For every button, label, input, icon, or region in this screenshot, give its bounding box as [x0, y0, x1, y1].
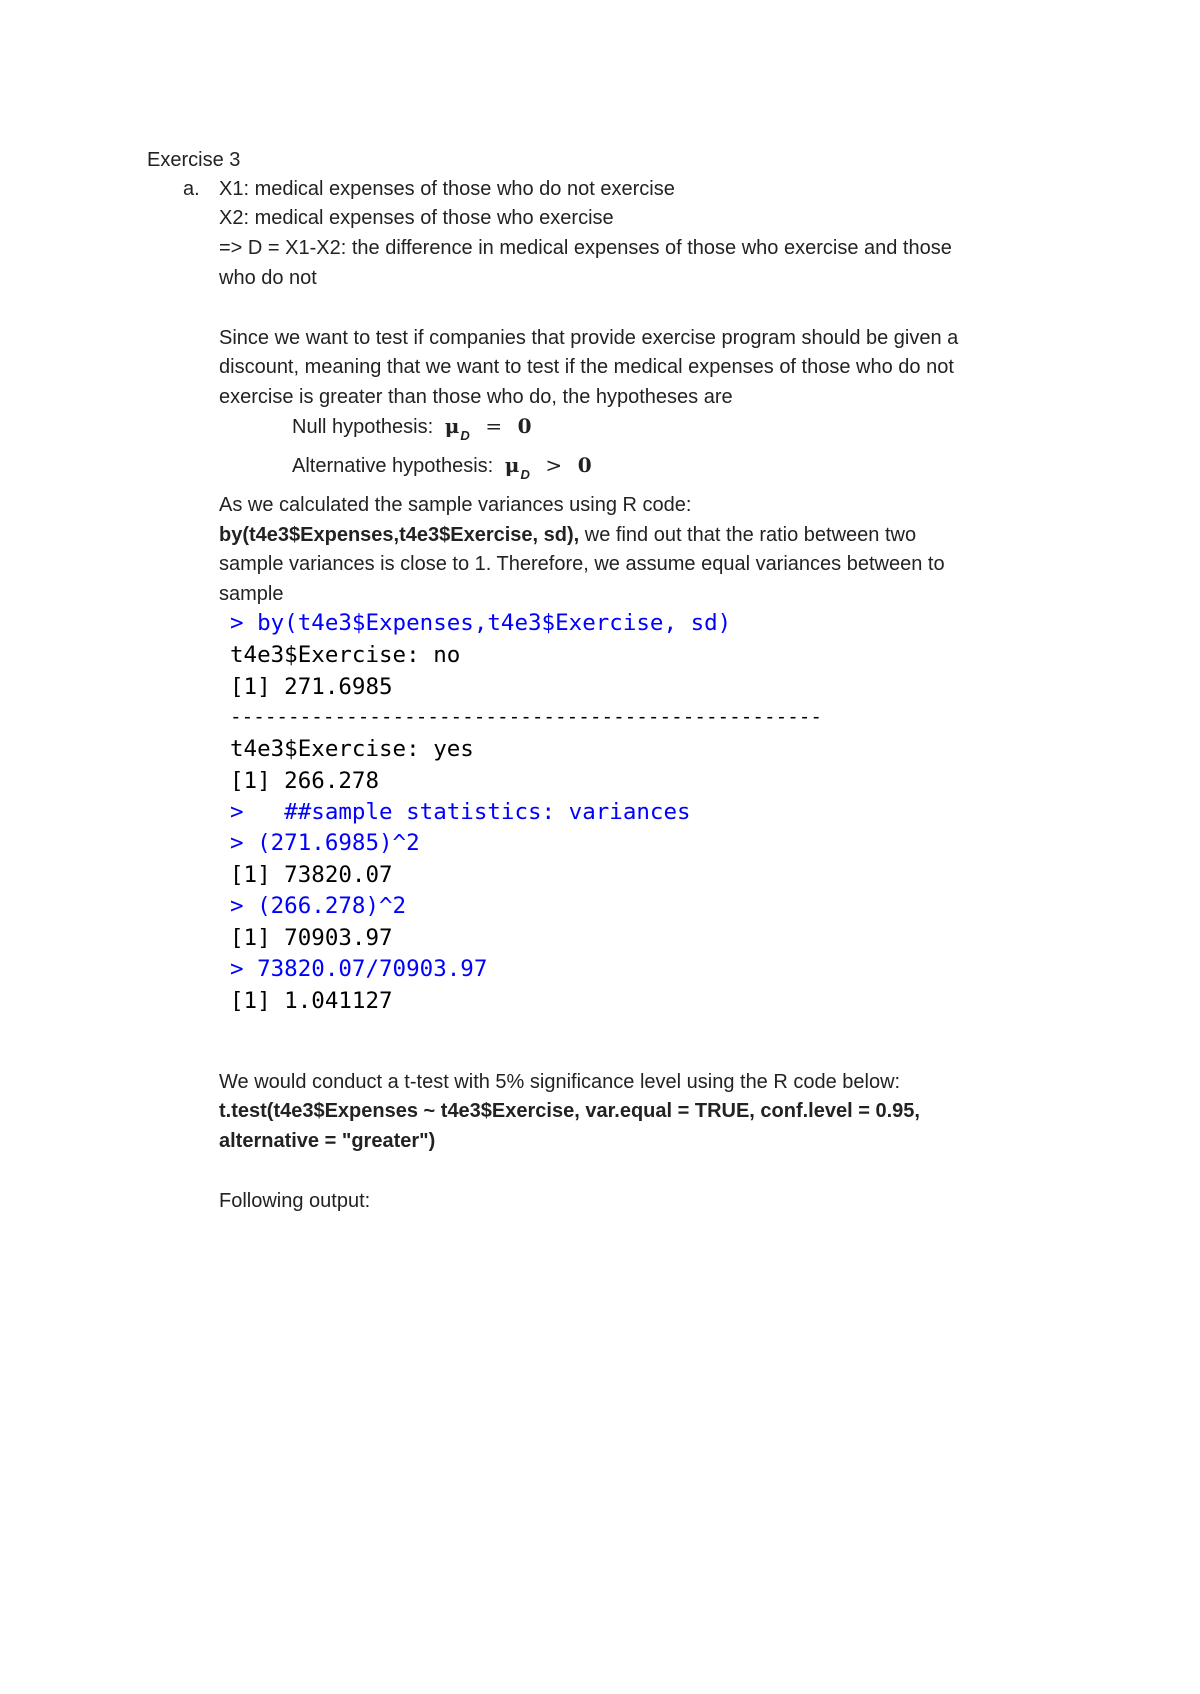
ratio-line-1-text: we find out that the ratio between two [579, 524, 917, 546]
since-line-1: Since we want to test if companies that provide exercise program should be given a [219, 327, 959, 349]
mu-symbol: μ [504, 453, 520, 477]
console-line: t4e3$Exercise: no [230, 642, 461, 668]
console-line: [1] 266.278 [230, 768, 380, 794]
as-we-calculated: As we calculated the sample variances using R code: [219, 494, 692, 516]
console-line: > ##sample statistics: variances [230, 799, 691, 825]
ttest-code-line-2: alternative = "greater") [219, 1130, 436, 1152]
console-line: > by(t4e3$Expenses,t4e3$Exercise, sd) [230, 610, 732, 636]
zero-value: 0 [517, 414, 532, 438]
alternative-hypothesis-label: Alternative hypothesis: [292, 455, 494, 477]
mu-symbol: μ [444, 414, 460, 438]
console-separator: --------------------------------------------------- [230, 705, 823, 728]
console-line: [1] 73820.07 [230, 862, 393, 888]
d-definition-line-2: who do not [219, 267, 317, 289]
null-hypothesis [292, 414, 532, 441]
alternative-hypothesis [292, 453, 592, 480]
inline-r-code: by(t4e3$Expenses,t4e3$Exercise, sd), [219, 524, 580, 546]
d-definition-line-1: => D = X1-X2: the difference in medical expenses of those who exercise and those [219, 237, 952, 259]
console-line: [1] 1.041127 [230, 988, 393, 1014]
console-line: > (271.6985)^2 [230, 830, 420, 856]
ttest-code-line-1: t.test(t4e3$Expenses ~ t4e3$Exercise, var.equal = TRUE, conf.level = 0.95, [219, 1100, 920, 1122]
null-hypothesis-label: Null hypothesis: [292, 416, 434, 438]
ttest-intro: We would conduct a t-test with 5% significance level using the R code below: [219, 1071, 901, 1093]
r-console-output [222, 608, 823, 1020]
x1-definition: X1: medical expenses of those who do not exercise [219, 178, 675, 200]
exercise-heading: Exercise 3 [147, 149, 241, 171]
console-line: [1] 70903.97 [230, 925, 393, 951]
console-line: [1] 271.6985 [230, 674, 393, 700]
list-marker-a: a. [183, 178, 200, 200]
console-line: t4e3$Exercise: yes [230, 736, 474, 762]
console-line: > 73820.07/70903.97 [230, 956, 488, 982]
zero-value: 0 [577, 453, 592, 477]
following-output: Following output: [219, 1190, 371, 1212]
mu-subscript: D [520, 467, 530, 482]
greater-than-operator: > [545, 453, 563, 477]
mu-subscript: D [460, 428, 470, 443]
since-line-3: exercise is greater than those who do, the hypotheses are [219, 386, 733, 408]
x2-definition: X2: medical expenses of those who exercise [219, 207, 614, 229]
equals-operator: = [485, 414, 503, 438]
ratio-line-2: sample variances is close to 1. Therefore, we assume equal variances between to [219, 553, 945, 575]
ratio-line-1 [219, 523, 916, 547]
since-line-2: discount, meaning that we want to test if the medical expenses of those who do not [219, 356, 954, 378]
console-line: > (266.278)^2 [230, 893, 407, 919]
ratio-line-3: sample [219, 583, 284, 605]
